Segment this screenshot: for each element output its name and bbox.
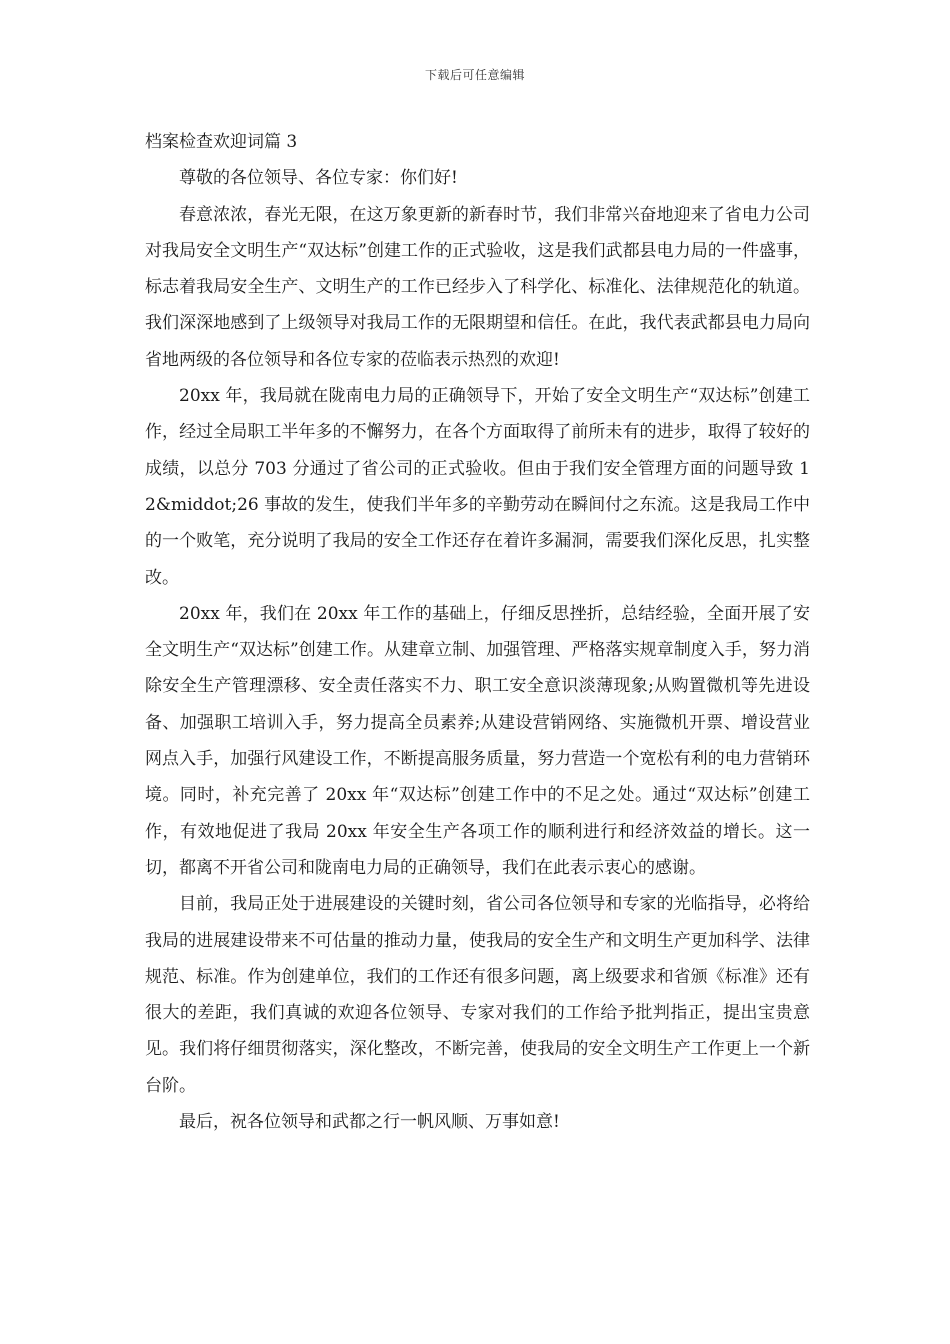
paragraph-closing: 最后，祝各位领导和武都之行一帆风顺、万事如意! — [179, 1112, 560, 1133]
paragraph-this-year: 20xx 年，我们在 20xx 年工作的基础上，仔细反思挫折，总结经验，全面开展了安全文明生产“双达标”创建工作。从建章立制、加强管理、严格落实规章制度入手，努力消除安全生产管理漂移、安全责任落实不力、职工安全意识淡薄现象;从购置微机等先进设备、加强职工培训入手，努力提高全员素养;从建设营销网络、实施微机开票、增设营业网点入手，加强行风建设工作，不断提高服务质量，努力营造一个宽松有利的电力营销环境。同时，补充完善了 20xx 年“双达标”创建工作中的不足之处。通过“双达标”创建工作，有效地促进了我局 20xx 年安全生产各项工作的顺利进行和经济效益的增长。这一切，都离不开省公司和陇南电力局的正确领导，我们在此表示衷心的感谢。 — [145, 603, 810, 878]
document-body — [145, 124, 810, 1140]
header-note: 下载后可任意编辑 — [424, 68, 525, 82]
document-title: 档案检查欢迎词篇 3 — [145, 132, 298, 152]
paragraph-last-year: 20xx 年，我局就在陇南电力局的正确领导下，开始了安全文明生产“双达标”创建工作，经过全局职工半年多的不懈努力，在各个方面取得了前所未有的进步，取得了较好的成绩，以总分 703 分通过了省公司的正式验收。但由于我们安全管理方面的问题导致 12&middot;26 事故的发生，使我们半年多的辛勤劳动在瞬间付之东流。这是我局工作中的一个败笔，充分说明了我局的安全工作还存在着许多漏洞，需要我们深化反思，扎实整改。 — [145, 386, 810, 588]
paragraph-current: 目前，我局正处于进展建设的关键时刻，省公司各位领导和专家的光临指导，必将给我局的进展建设带来不可估量的推动力量，使我局的安全生产和文明生产更加科学、法律规范、标准。作为创建单位，我们的工作还有很多问题，离上级要求和省颁《标准》还有很大的差距，我们真诚的欢迎各位领导、专家对我们的工作给予批判指正，提出宝贵意见。我们将仔细贯彻落实，深化整改，不断完善，使我局的安全文明生产工作更上一个新台阶。 — [145, 894, 810, 1096]
paragraph-welcome: 春意浓浓，春光无限，在这万象更新的新春时节，我们非常兴奋地迎来了省电力公司对我局安全文明生产“双达标”创建工作的正式验收，这是我们武都县电力局的一件盛事，标志着我局安全生产、文明生产的工作已经步入了科学化、标准化、法律规范化的轨道。我们深深地感到了上级领导对我局工作的无限期望和信任。在此，我代表武都县电力局向省地两级的各位领导和各位专家的莅临表示热烈的欢迎! — [145, 204, 810, 370]
paragraph-greeting: 尊敬的各位领导、各位专家：你们好! — [179, 168, 458, 189]
